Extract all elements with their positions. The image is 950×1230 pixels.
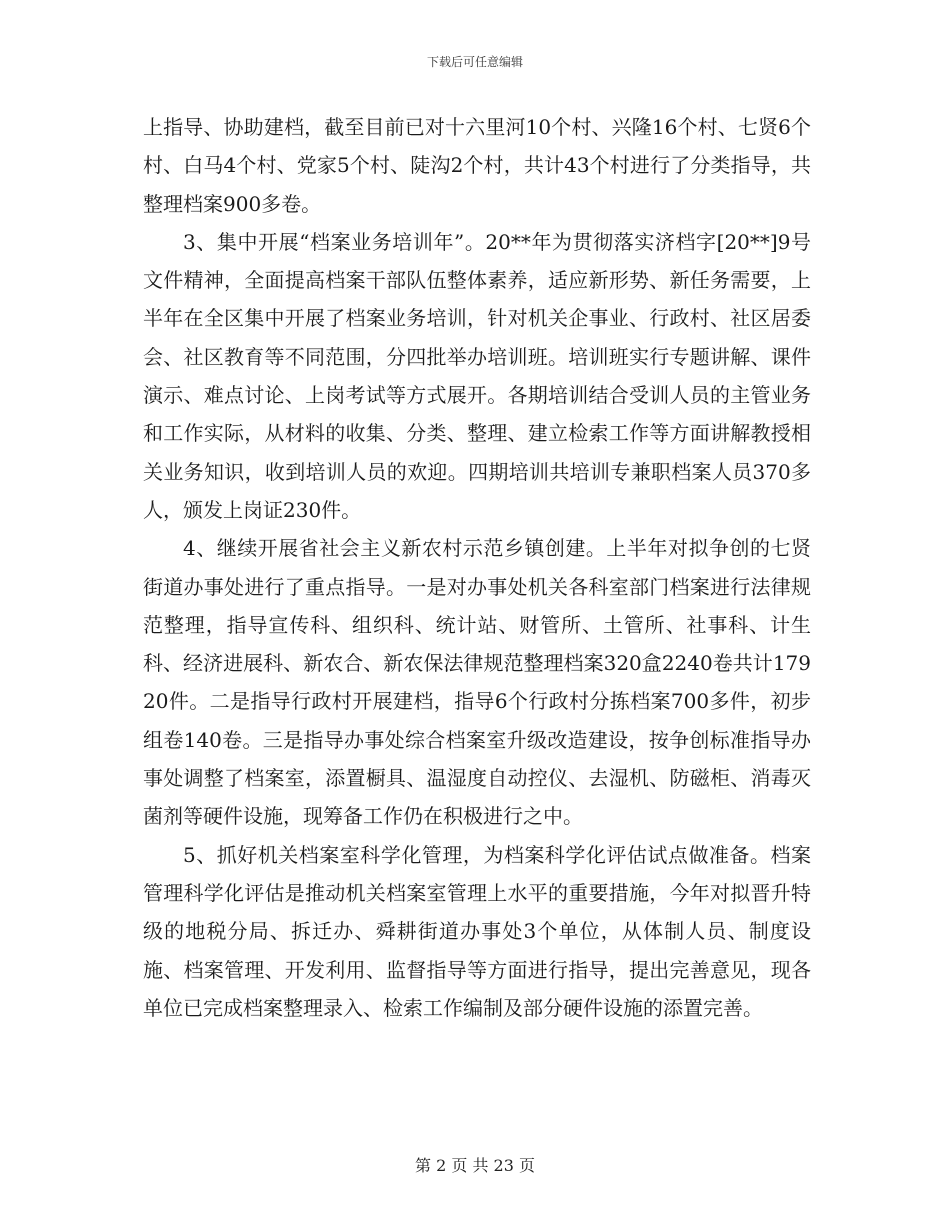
document-body [143, 108, 811, 1027]
paragraph-item-3: 3、集中开展“档案业务培训年”。20**年为贯彻落实济档字[20**]9号文件精神，全面提高档案干部队伍整体素养，适应新形势、新任务需要，上半年在全区集中开展了档案业务培训，针对机关企事业、行政村、社区居委会、社区教育等不同范围，分四批举办培训班。培训班实行专题讲解、课件演示、难点讨论、上岗考试等方式展开。各期培训结合受训人员的主管业务和工作实际，从材料的收集、分类、整理、建立检索工作等方面讲解教授相关业务知识，收到培训人员的欢迎。四期培训共培训专兼职档案人员370多人，颁发上岗证230件。 [143, 229, 811, 522]
paragraph-continuation: 上指导、协助建档，截至目前已对十六里河10个村、兴隆16个村、七贤6个村、白马4个村、党家5个村、陡沟2个村，共计43个村进行了分类指导，共整理档案900多卷。 [143, 115, 811, 216]
paragraph-item-4: 4、继续开展省社会主义新农村示范乡镇创建。上半年对拟争创的七贤街道办事处进行了重点指导。一是对办事处机关各科室部门档案进行法律规范整理，指导宣传科、组织科、统计站、财管所、土管所、社事科、计生科、经济进展科、新农合、新农保法律规范整理档案320盒2240卷共计17920件。二是指导行政村开展建档，指导6个行政村分拣档案700多件，初步组卷140卷。三是指导办事处综合档案室升级改造建设，按争创标准指导办事处调整了档案室，添置橱具、温湿度自动控仪、去湿机、防磁柜、消毒灭菌剂等硬件设施，现筹备工作仍在积极进行之中。 [143, 536, 811, 829]
header-note: 下载后可任意编辑 [426, 55, 523, 69]
paragraph-item-5: 5、抓好机关档案室科学化管理，为档案科学化评估试点做准备。档案管理科学化评估是推动机关档案室管理上水平的重要措施，今年对拟晋升特级的地税分局、拆迁办、舜耕街道办事处3个单位，从体制人员、制度设施、档案管理、开发利用、监督指导等方面进行指导，提出完善意见，现各单位已完成档案整理录入、检索工作编制及部分硬件设施的添置完善。 [143, 842, 811, 1020]
page-number: 第 2 页 共 23 页 [415, 1156, 535, 1175]
